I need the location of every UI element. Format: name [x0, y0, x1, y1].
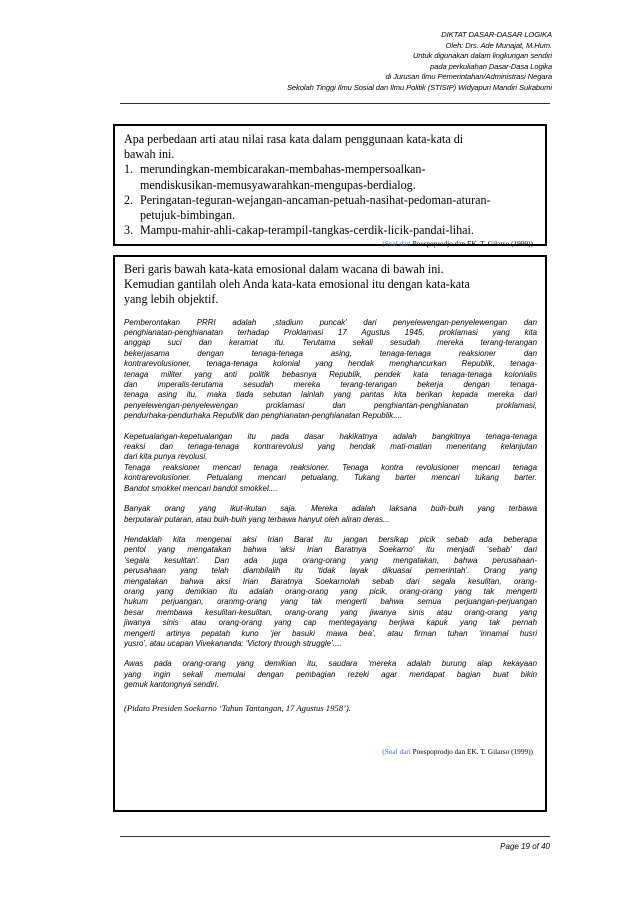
- exercise-question: [124, 262, 537, 308]
- item-text-cont: petujuk-bimbingan.: [140, 208, 236, 223]
- exercise-box-word-meaning: [113, 124, 547, 249]
- header-course: pada perkuliahan Dasar-Dasa Logika: [430, 61, 552, 71]
- header-author: Oleh: Drs. Ade Munajat, M.Hum.: [445, 40, 552, 50]
- page-number: Page 19 of 40: [500, 842, 550, 851]
- paragraph-line: Banyak orang yang ikut-ikutan saja. Mereka adalah laksana buih-buih yang terbawa: [124, 504, 537, 514]
- paragraph-line: Pemberontakan PRRI adalah ,stadium puncak’ dari penyelewengan-penyelewengan dan: [124, 317, 537, 327]
- item-number: 3.: [124, 223, 134, 238]
- paragraph-line: kontrarevolusioner. Petualang mencari petualang, Tukang barter mencari tukang barter.: [124, 473, 537, 483]
- paragraph-line: yang ingin sekali memulai dengan pembagian rezeki agar mendapat bagian buat bikin: [124, 669, 537, 679]
- paragraph-line: hukum perjuangan, oranmg-orang yang tak mengerti bahwa semua perjuangan-perjuangan: [124, 597, 537, 607]
- list-item: [124, 223, 537, 238]
- paragraph-line: Hendaklah kita mengenai aksi Irian Barat itu jangan bersikap picik sebab ada beberapa: [124, 534, 537, 544]
- exercise-question: [124, 132, 537, 238]
- speech-excerpt: [124, 318, 537, 691]
- excerpt-paragraph: [124, 504, 537, 525]
- question-line: Kemudian gantilah oleh Anda kata-kata emosional itu dengan kata-kata: [124, 277, 470, 292]
- source-citation: [124, 239, 537, 249]
- paragraph-line: bekerjasama dengan tenaga-tenaga asing, tenaga-tenaga reaksioner dan: [124, 348, 537, 358]
- paragraph-line: Kepetualangan-kepetualangan itu pada dasar hakikatnya adalah bangkitnya tenaga-tenaga: [124, 431, 537, 441]
- paragraph-line: pendurhaka-pendurhaka Republik dan penghianatan-penghianatan Republik....: [124, 411, 403, 421]
- item-text: Mampu-mahir-ahli-cakap-terampil-tangkas-cerdik-licik-pandai-lihai.: [140, 223, 474, 238]
- paragraph-line: Bandot smokkel mencari bandot smokkel....: [124, 483, 278, 493]
- speech-citation: (Pidato Presiden Soekarno ‘Tahun Tantangan, 17 Agustus 1958’).: [124, 702, 351, 713]
- footer-divider: [120, 836, 550, 837]
- item-number: 1.: [124, 162, 134, 177]
- excerpt-paragraph: [124, 535, 537, 649]
- paragraph-line: ‘segala kesulitan’. Dan ada juga orang-orang yang mengatakan, bahwa perusahaan-: [124, 555, 537, 565]
- source-prefix: (Soal dari: [382, 746, 411, 756]
- item-text: Peringatan-teguran-wejangan-ancaman-petuah-nasihat-pedoman-aturan-: [140, 192, 491, 207]
- paragraph-line: gemuk kantongnya sendiri.: [124, 680, 219, 690]
- question-line: Apa perbedaan arti atau nilai rasa kata dalam penggunaan kata-kata di: [124, 132, 464, 146]
- header-title: DIKTAT DASAR-DASAR LOGIKA: [441, 30, 552, 39]
- paragraph-line: pentol yang mengatakan bahwa ‘aksi Irian Baratnya Soekarno’ itu menjadi ‘sebab’ dari: [124, 545, 537, 555]
- question-line: yang lebih objektif.: [124, 292, 219, 307]
- source-authors: Poespoprodjo dan EK. T. Gilarso (1999)): [412, 239, 533, 249]
- header-institution: Sekolah Tinggi Ilmu Sosial dan Ilmu Politik (STISIP) Widyapuri Mandiri Sukabumi: [286, 82, 552, 92]
- paragraph-line: tenaga asing itu, maka tiada sebutan lainlah yang pantas kita berikan kepada mereka dari: [124, 390, 537, 400]
- exercise-box-emotional-words: [113, 255, 547, 812]
- header-usage: Untuk digunakan dalam lingkungan sendiri: [412, 51, 552, 61]
- paragraph-line: kontrarevolusioner, tenaga-tenaga kolonial yang hendak menghancurkan Republik, tenaga-: [124, 359, 537, 369]
- paragraph-line: reaksi dan tenaga-tenaga kontrarevolusi yang hendak mati-matian menentang kelanjutan: [124, 442, 537, 452]
- paragraph-line: mengerti artinya pepatah kuno ‘jer basuki mawa bea’, atau firman tuhan ‘innamal husri: [124, 628, 537, 638]
- excerpt-paragraph: [124, 318, 537, 422]
- source-authors: Poespoprodjo dan EK. T. Gilarso (1999)): [412, 746, 533, 756]
- paragraph-line: tenaga militer yang anti politik bebasnya Republik, pendek kata tenaga-tenaga kolonialis: [124, 369, 537, 379]
- paragraph-line: besar membawa kesulitan-kesulitan, orang-orang yang jiwanya sinis atau orang-orang yang: [124, 607, 537, 617]
- paragraph-line: yusro’, atau ucapan Vivekananda: ‘Victory through struggle’....: [124, 638, 342, 648]
- paragraph-line: dari kita punya revolusi.: [124, 452, 208, 462]
- paragraph-line: perusahaan yang telah diambilalih itu ‘tidak layak dikuasai pemerintah’. Orang yang: [124, 566, 537, 576]
- paragraph-line: Tenaga reaksioner mencari tenaga reaksioner. Tenaga kontra revolusioner mencari tenaga: [124, 462, 537, 472]
- source-citation: [124, 747, 537, 757]
- question-line: bawah ini.: [124, 147, 175, 162]
- header-department: di Jurusan Ilmu Pemerintahan/Administrasi Negara: [385, 72, 552, 82]
- header-divider: [120, 103, 550, 104]
- paragraph-line: jiwanya sinis atau orang-orang yang cap mentegayang berjiwa kapuk yang tak pernah: [124, 618, 537, 628]
- paragraph-line: orang yang demikian itu adalah orang-orang yang picik, orang-orang yang tak mengerti: [124, 586, 537, 596]
- list-item: [124, 162, 537, 177]
- paragraph-line: anggap suci dan keramat itu. Terutama sekali sesudah mereka terang-terangan: [124, 338, 537, 348]
- item-text-cont: mendiskusikan-memusyawarahkan-mengupas-berdialog.: [140, 177, 416, 192]
- list-item: [124, 193, 537, 208]
- paragraph-line: penyelewengan-penyelewengan proklamasi dan penghiantan-penghianatan proklamasi,: [124, 400, 537, 410]
- document-header: [287, 30, 552, 94]
- excerpt-paragraph: [124, 659, 537, 690]
- item-text: merundingkan-membicarakan-membahas-mempersoalkan-: [140, 162, 426, 177]
- excerpt-paragraph: [124, 432, 537, 494]
- paragraph-line: mengatakan bahwa aksi Irian Baratnya Soekarnolah sebab dari segala kesulitan, orang-: [124, 576, 537, 586]
- paragraph-line: berputarair putaran, atau buih-buih yang terbawa hanyut oleh aliran deras...: [124, 514, 390, 524]
- paragraph-line: dan imperalis-terutama sesudah mereka terang-terangan bekerja dengan tenaga-: [124, 380, 537, 390]
- paragraph-line: penghianatan-penghianatan terhadap Proklamasi 17 Agustus 1945, proklamasi yang kita: [124, 328, 537, 338]
- question-line: Beri garis bawah kata-kata emosional dalam wacana di bawah ini.: [124, 262, 444, 276]
- item-number: 2.: [124, 192, 134, 207]
- paragraph-line: Awas pada orang-orang yang demikian itu, saudara ‘mereka adalah burung alap kekayaan: [124, 659, 537, 669]
- source-prefix: (Soal dari: [382, 239, 411, 249]
